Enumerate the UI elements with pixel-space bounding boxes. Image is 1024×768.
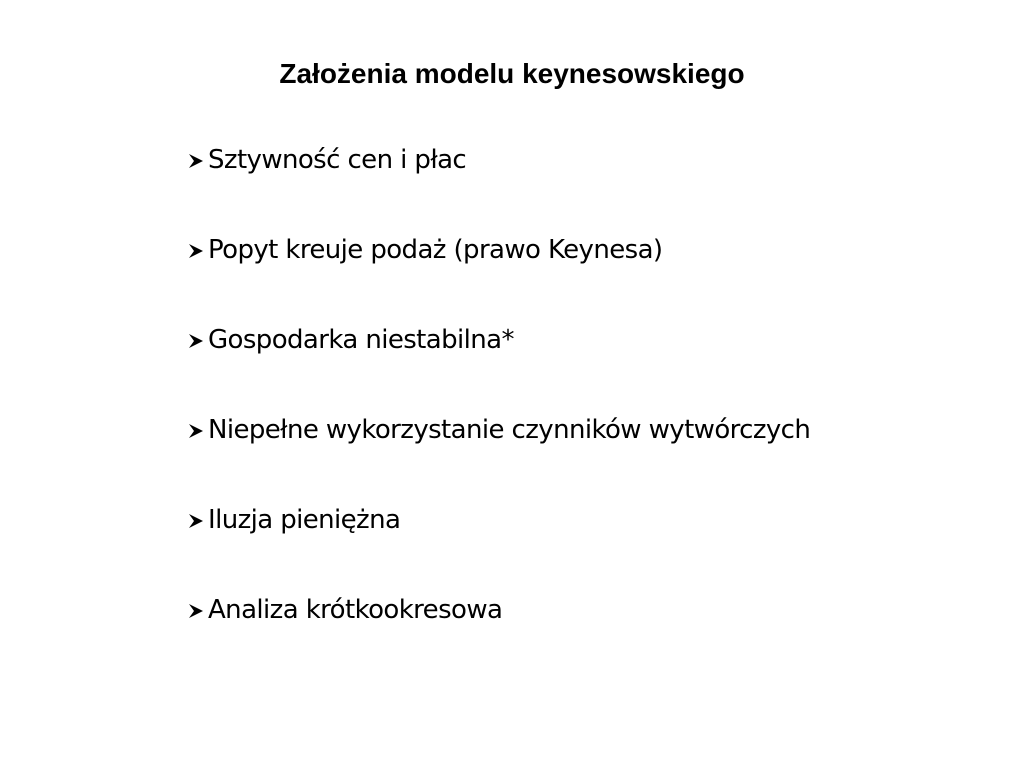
bullet-item [186,228,986,273]
arrow-head-icon [186,318,208,363]
bullet-text: Gospodarka niestabilna* [208,325,514,355]
arrow-head-icon [186,498,208,543]
bullet-item [186,138,986,183]
bullet-item [186,498,986,543]
bullet-text: Analiza krótkookresowa [208,595,503,625]
bullet-item [186,318,986,363]
bullet-text: Popyt kreuje podaż (prawo Keynesa) [208,235,663,265]
arrow-head-icon [186,408,208,453]
bullet-text: Niepełne wykorzystanie czynników wytwórczych [208,415,811,445]
bullet-item [186,588,986,633]
bullet-list [186,138,986,678]
bullet-text: Sztywność cen i płac [208,145,467,175]
arrow-head-icon [186,138,208,183]
arrow-head-icon [186,588,208,633]
slide-title: Założenia modelu keynesowskiego [279,58,745,89]
arrow-head-icon [186,228,208,273]
bullet-text: Iluzja pieniężna [208,505,401,535]
bullet-item [186,408,986,453]
